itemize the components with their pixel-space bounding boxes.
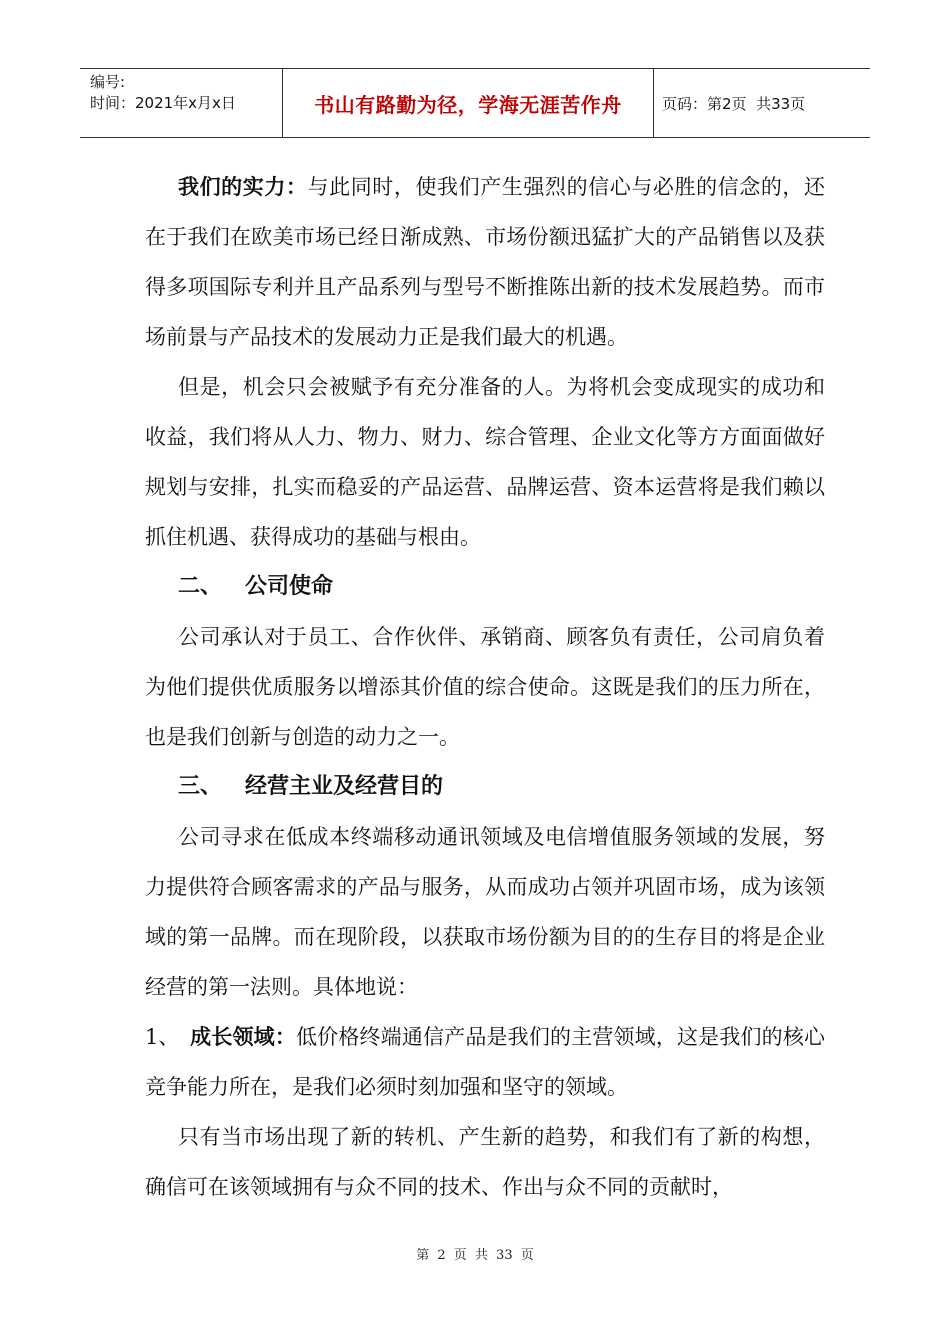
section-heading-business (145, 762, 825, 812)
header-meta (80, 69, 282, 137)
paragraph-mission: 公司承认对于员工、合作伙伴、承销商、顾客负有责任，公司肩负着为他们提供优质服务以增添其价值的综合使命。这既是我们的压力所在，也是我们创新与创造的动力之一。 (145, 625, 825, 749)
document-date-label: 时间：2021年x月x日 (90, 94, 236, 112)
header-page-info (654, 69, 870, 137)
list-item-text: 低价格终端通信产品是我们的主营领域，这是我们的核心竞争能力所在，是我们必须时刻加强和坚守的领域。 (145, 1025, 825, 1099)
section-heading-mission (145, 562, 825, 612)
section-number: 二、 (178, 574, 223, 599)
section-title: 经营主业及经营目的 (245, 774, 444, 799)
document-header (80, 68, 870, 138)
document-body (145, 162, 825, 1212)
page-footer: 第 2 页 共 33 页 (416, 1248, 534, 1263)
list-item-number: 1、 (145, 1025, 180, 1049)
section-number: 三、 (178, 774, 223, 799)
paragraph-lead: 我们的实力： (178, 174, 308, 199)
list-item-lead: 成长领域： (190, 1024, 296, 1049)
section-title: 公司使命 (245, 574, 334, 599)
paragraph-opportunity: 但是，机会只会被赋予有充分准备的人。为将机会变成现实的成功和收益，我们将从人力、物力、财力、综合管理、企业文化等方方面面做好规划与安排，扎实而稳妥的产品运营、品牌运营、资本运营将是我们赖以抓住机遇、获得成功的基础与根由。 (145, 375, 825, 549)
header-motto: 书山有路勤为径，学海无涯苦作舟 (282, 69, 654, 137)
paragraph-business: 公司寻求在低成本终端移动通讯领域及电信增值服务领域的发展，努力提供符合顾客需求的产品与服务，从而成功占领并巩固市场，成为该领域的第一品牌。而在现阶段，以获取市场份额为目的的生存目的将是企业经营的第一法则。具体地说： (145, 825, 825, 999)
paragraph-text: 与此同时，使我们产生强烈的信心与必胜的信念的，还在于我们在欧美市场已经日渐成熟、市场份额迅猛扩大的产品销售以及获得多项国际专利并且产品系列与型号不断推陈出新的技术发展趋势。而市场前景与产品技术的发展动力正是我们最大的机遇。 (145, 175, 826, 349)
paragraph-new-field: 只有当市场出现了新的转机、产生新的趋势，和我们有了新的构想，确信可在该领域拥有与众不同的技术、作出与众不同的贡献时， (145, 1125, 825, 1199)
document-number-label: 编号: (90, 73, 126, 91)
header-page-text: 页码：第2页 共33页 (662, 94, 806, 113)
list-item-growth (145, 1012, 825, 1112)
paragraph-strength (145, 162, 825, 362)
